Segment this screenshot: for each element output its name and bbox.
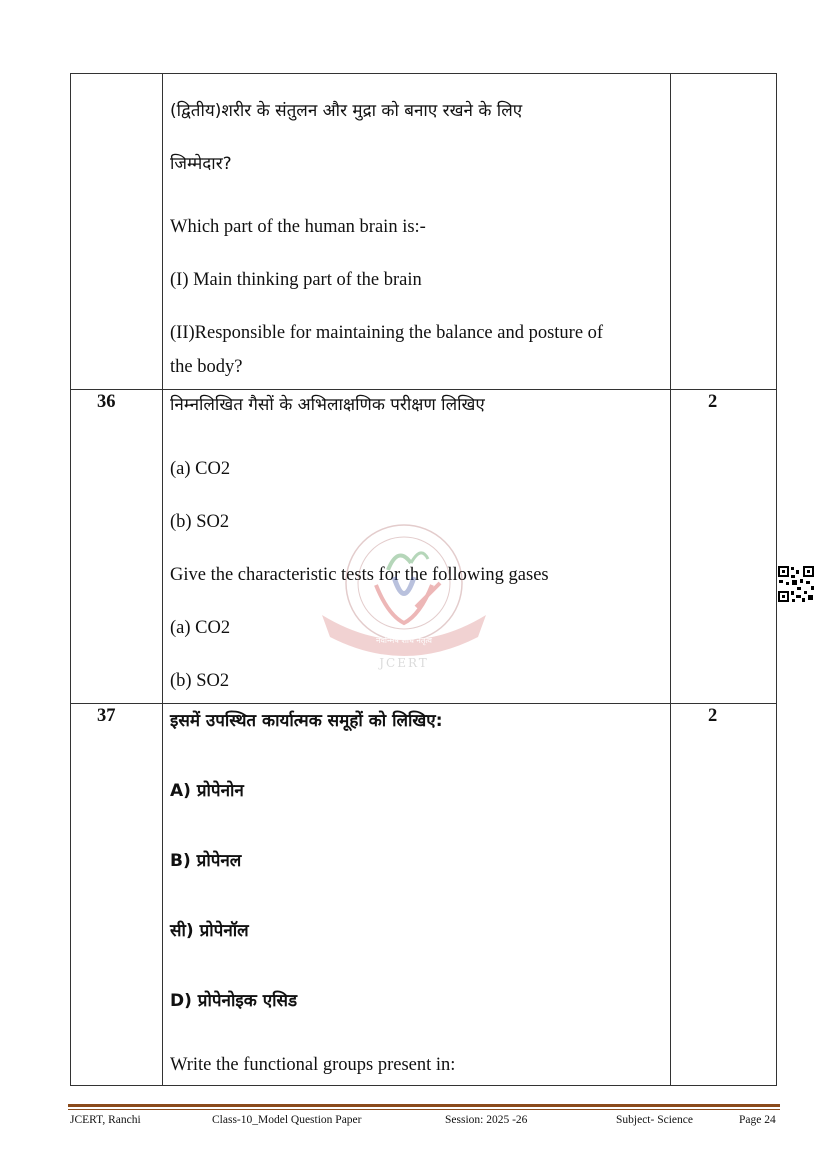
column-divider	[670, 74, 671, 1085]
question-line: D) प्रोपेनोइक एसिड	[170, 991, 298, 1011]
question-line: सी) प्रोपेनॉल	[170, 921, 249, 941]
question-line: Give the characteristic tests for the following gases	[170, 565, 549, 585]
question-line: the body?	[170, 357, 243, 377]
question-line: (a) CO2	[170, 618, 231, 638]
question-line: (द्वितीय)शरीर के संतुलन और मुद्रा को बनाए रखने के लिए	[170, 101, 523, 121]
footer-page-number: Page 24	[739, 1114, 776, 1126]
question-line: निम्नलिखित गैसों के अभिलाक्षणिक परीक्षण लिखिए	[170, 395, 485, 415]
question-marks: 2	[708, 392, 718, 412]
question-line: A) प्रोपेनोन	[170, 781, 244, 801]
footer-session: Session: 2025 -26	[445, 1114, 528, 1126]
question-line: इसमें उपस्थित कार्यात्मक समूहों को लिखिए:	[170, 711, 443, 731]
question-line: (I) Main thinking part of the brain	[170, 270, 422, 290]
question-number: 36	[97, 392, 116, 412]
footer-paper: Class-10_Model Question Paper	[212, 1114, 362, 1126]
question-line: (b) SO2	[170, 512, 230, 532]
question-line: (a) CO2	[170, 459, 231, 479]
question-line: B) प्रोपेनल	[170, 851, 242, 871]
column-divider	[162, 74, 163, 1085]
footer-rule	[68, 1104, 780, 1107]
jcert-logo-watermark	[316, 515, 492, 675]
question-line: (II)Responsible for maintaining the balance and posture of	[170, 323, 604, 343]
row-divider	[71, 703, 776, 704]
qr-code	[777, 565, 815, 603]
question-line: (b) SO2	[170, 671, 230, 691]
footer-subject: Subject- Science	[616, 1114, 693, 1126]
footer-org: JCERT, Ranchi	[70, 1114, 141, 1126]
row-divider	[71, 389, 776, 390]
logo-motto: नवोन्मेष शोध नेतृत्व	[376, 636, 432, 645]
question-line: Which part of the human brain is:-	[170, 217, 426, 237]
question-marks: 2	[708, 706, 718, 726]
footer-rule	[68, 1109, 780, 1110]
question-number: 37	[97, 706, 116, 726]
logo-acronym: JCERT	[379, 656, 429, 670]
question-line: Write the functional groups present in:	[170, 1055, 456, 1075]
question-line: जिम्मेदार?	[170, 154, 232, 174]
